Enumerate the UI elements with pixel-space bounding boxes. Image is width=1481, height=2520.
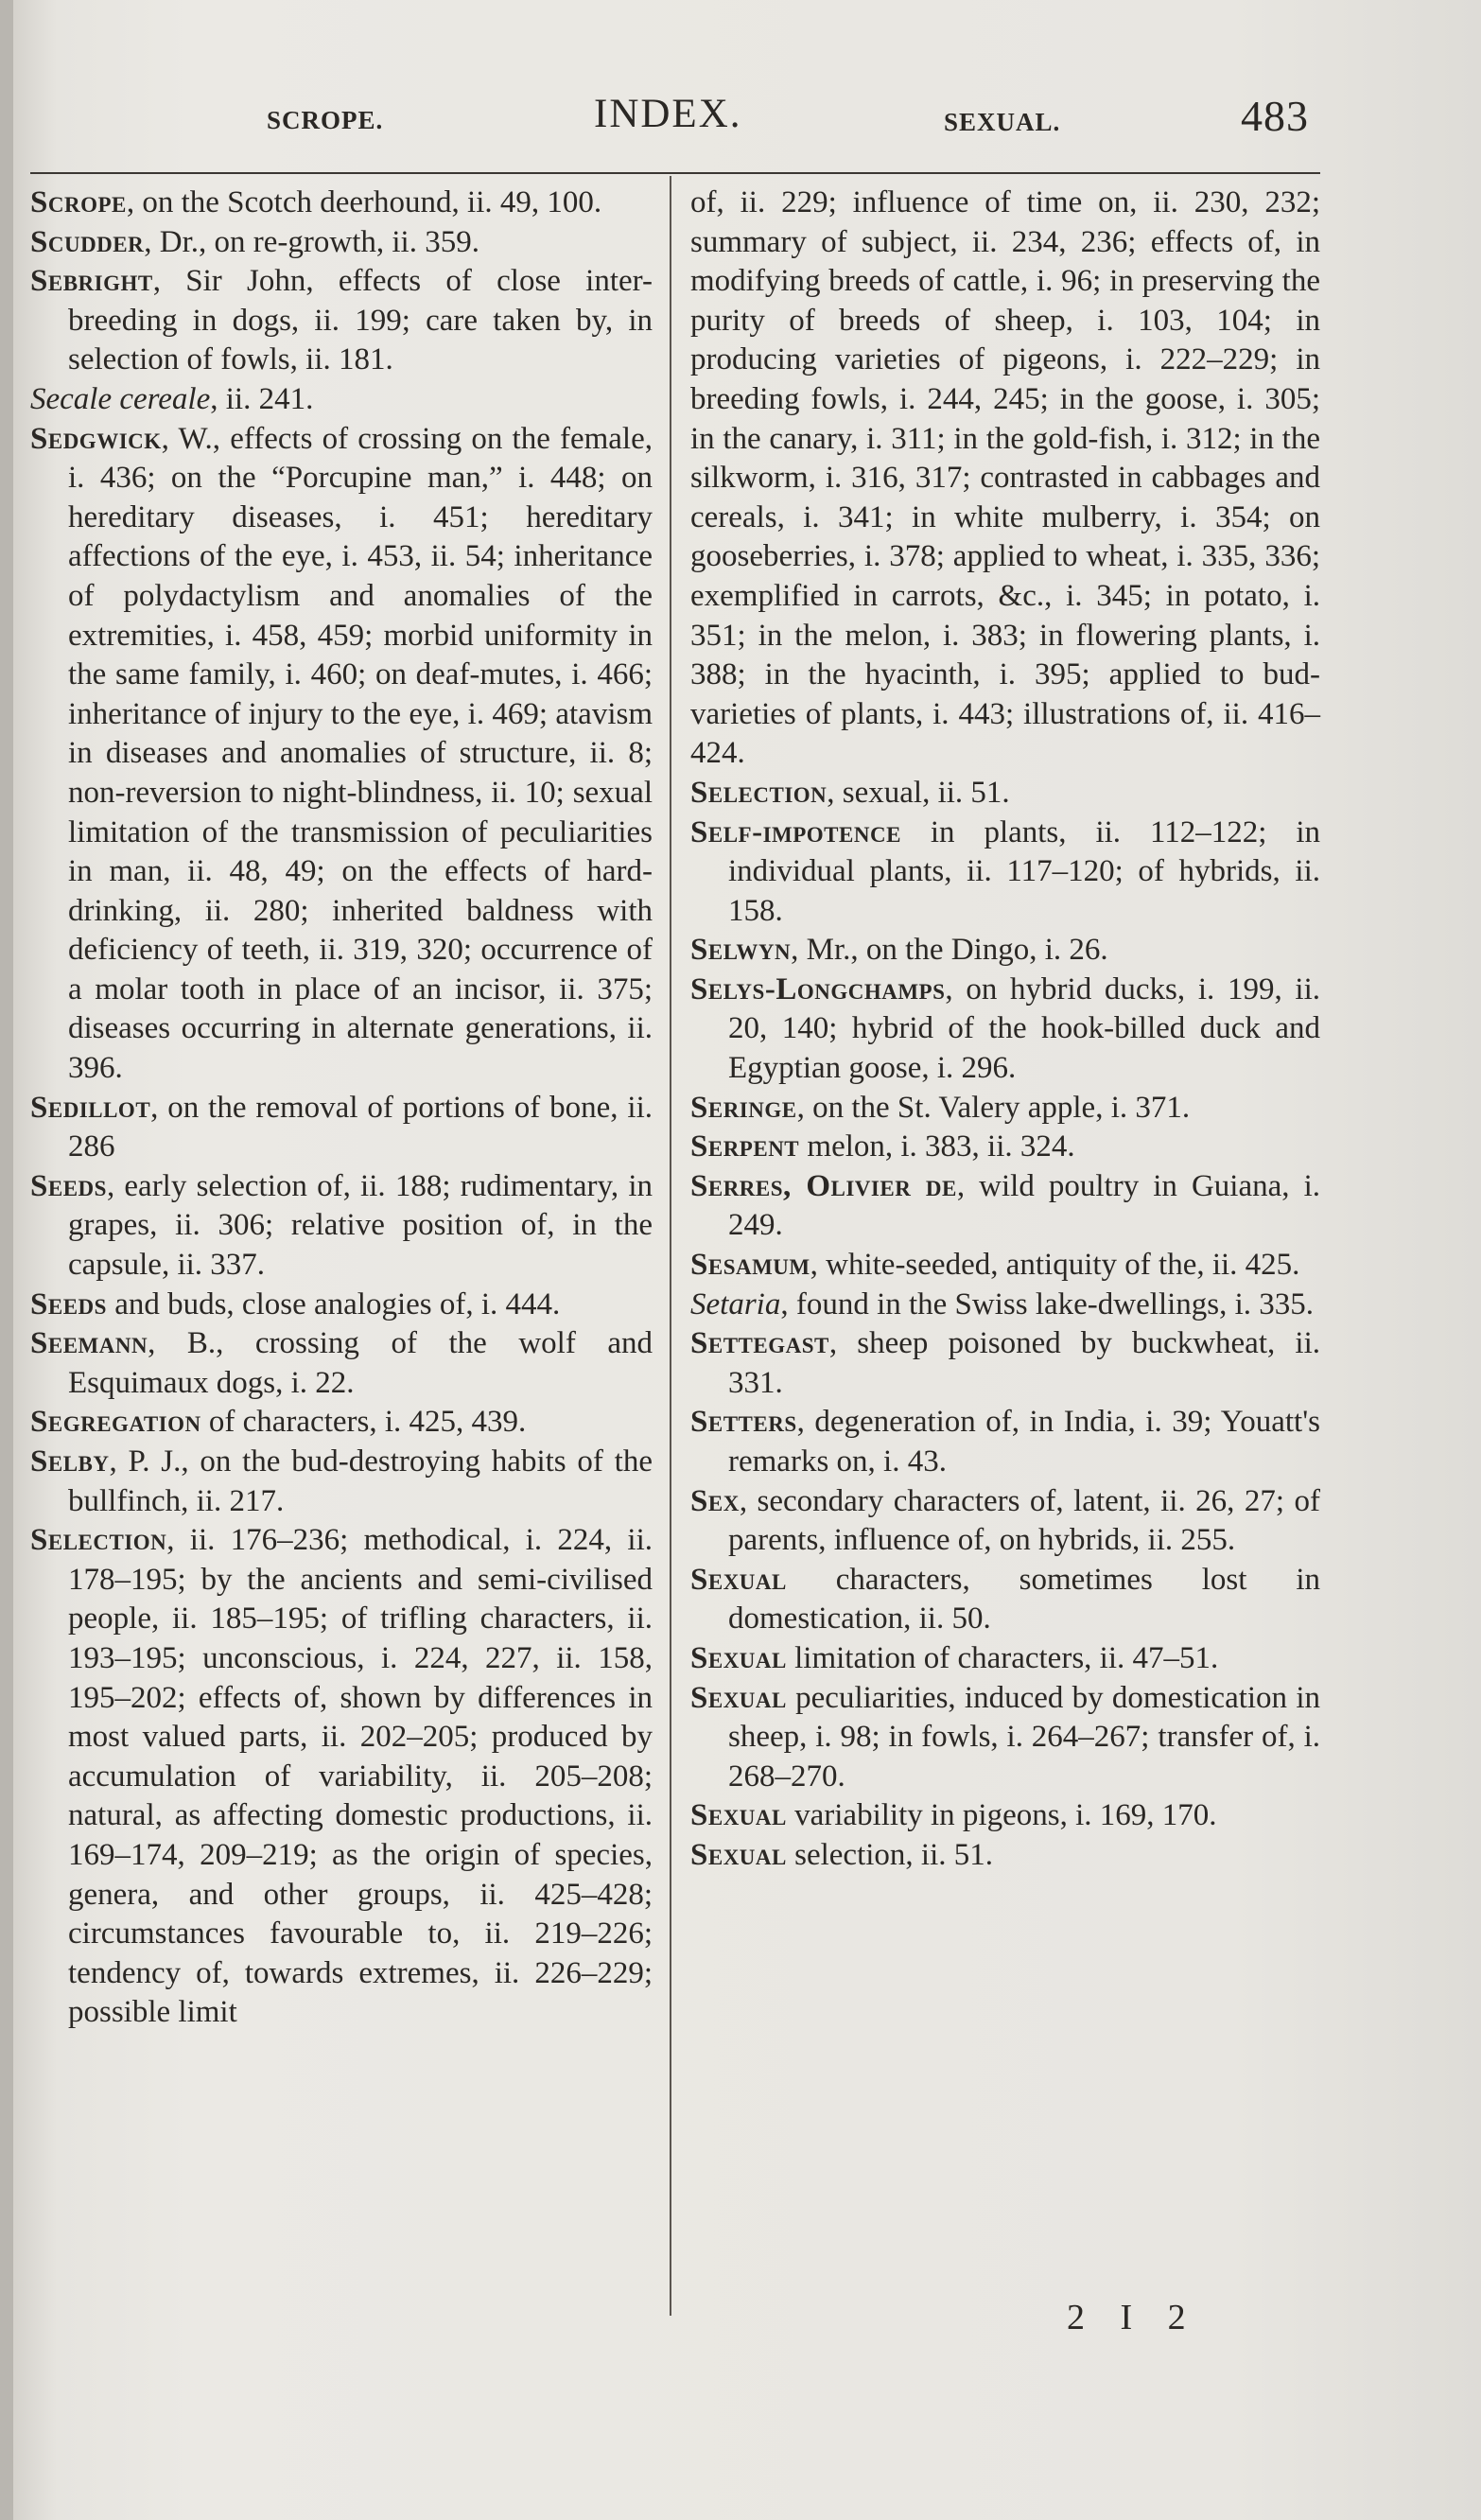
entry-text: , wild poultry in Guiana, i. 249. [728, 1168, 1320, 1243]
entry-headword: Serres, Olivier de [690, 1168, 957, 1203]
entry-text: , on hybrid ducks, i. 199, ii. 20, 140; hybrid of the hook-billed duck and Egyptian goose, i. 296. [728, 971, 1320, 1086]
entry-text: , white-seeded, antiquity of the, ii. 425. [810, 1248, 1300, 1283]
index-entry [690, 1324, 1320, 1403]
signature-mark: 2 I 2 [1067, 2298, 1199, 2337]
index-entry [30, 1443, 653, 1521]
entry-headword: Sex [690, 1483, 740, 1518]
left-running-head: SCROPE. [267, 106, 384, 134]
index-column-right [690, 184, 1320, 1876]
entry-headword: Sexual [690, 1680, 787, 1715]
index-entry [690, 1403, 1320, 1481]
page-title: INDEX. [594, 92, 742, 136]
entry-headword: Seeds [30, 1168, 107, 1203]
entry-text: and buds, close analogies of, i. 444. [106, 1286, 561, 1321]
index-entry [30, 1167, 653, 1286]
entry-headword: Sexual [690, 1562, 787, 1597]
index-entry [690, 1639, 1320, 1679]
index-entry [690, 1246, 1320, 1286]
entry-text: , sexual, ii. 51. [827, 775, 1010, 810]
entry-headword: Sexual [690, 1798, 787, 1833]
index-entry [30, 420, 653, 1089]
index-entry [690, 971, 1320, 1089]
index-entry [690, 1679, 1320, 1797]
entry-headword: Selby [30, 1444, 110, 1479]
entry-text: , ii. 176–236; methodical, i. 224, ii. 178–195; by the ancients and semi-civilised people, ii. 185–195; of trifling characters, ii. 193–195; unconscious, i. 224, 227, ii. 158, 195–202; effects of, shown by differences in most valued parts, ii. 202–205; produced by accumulation of variability, ii. 205–208; natural, as affecting domestic productions, ii. 169–174, 209–219; as the origin of species, genera, and other groups, ii. 425–428; circumstances favourable to, ii. 219–226; tendency of, towards extremes, ii. 226–229; possible limit [68, 1523, 653, 2030]
entry-headword: Selys-Longchamps [690, 971, 946, 1006]
index-entry [30, 223, 653, 263]
entry-text: of characters, i. 425, 439. [200, 1405, 527, 1440]
entry-text: , on the St. Valery apple, i. 371. [796, 1090, 1191, 1125]
index-entry [30, 1521, 653, 2033]
entry-headword: Scudder [30, 224, 145, 259]
index-entry [690, 814, 1320, 932]
running-header [0, 85, 1481, 161]
entry-text: selection, ii. 51. [786, 1837, 994, 1872]
entry-text: variability in pigeons, i. 169, 170. [786, 1798, 1217, 1833]
column-divider [670, 176, 671, 2316]
index-entry [690, 1482, 1320, 1561]
header-rule [30, 172, 1320, 174]
entry-text: of, ii. 229; influence of time on, ii. 230, 232; summary of subject, ii. 234, 236; effects of, in modifying breeds of cattle, i. 96; in preserving the purity of breeds of sheep, i. 103, 104; in producing varieties of pigeons, i. 222–229; in breeding fowls, i. 244, 245; in the goose, i. 305; in the canary, i. 311; in the gold-fish, i. 312; in the silkworm, i. 316, 317; contrasted in cabbages and cereals, i. 341; in white mulberry, i. 354; on gooseberries, i. 378; applied to wheat, i. 335, 336; exemplified in carrots, &c., i. 345; in potato, i. 351; in the melon, i. 383; in flowering plants, i. 388; in the hyacinth, i. 395; applied to bud-varieties of plants, i. 443; illustrations of, ii. 416–424. [690, 185, 1320, 771]
index-entry [690, 1167, 1320, 1246]
entry-headword: Scrope [30, 185, 127, 219]
entry-headword: Seemann [30, 1326, 148, 1361]
index-entry [690, 1796, 1320, 1836]
index-entry [690, 184, 1320, 774]
entry-headword: Sebright [30, 264, 153, 299]
index-entry [690, 774, 1320, 814]
entry-text: , sheep poisoned by buckwheat, ii. 331. [728, 1326, 1320, 1400]
index-entry [690, 1561, 1320, 1639]
entry-text: characters, sometimes lost in domestication, ii. 50. [728, 1562, 1320, 1636]
entry-text: , on the Scotch deerhound, ii. 49, 100. [126, 185, 602, 219]
index-column-left [30, 184, 653, 2033]
entry-headword: Sedillot [30, 1090, 151, 1125]
entry-headword: Setters [690, 1405, 797, 1440]
right-running-head: SEXUAL. [944, 108, 1061, 136]
entry-text: , secondary characters of, latent, ii. 26, 27; of parents, influence of, on hybrids, ii. 255. [728, 1483, 1320, 1558]
entry-headword: Sedgwick [30, 421, 162, 456]
index-entry [30, 262, 653, 380]
index-entry [30, 184, 653, 223]
index-entry [690, 1089, 1320, 1129]
page-number: 483 [1241, 92, 1309, 140]
entry-text: peculiarities, induced by domestication in sheep, i. 98; in fowls, i. 264–267; transfer of, i. 268–270. [728, 1680, 1320, 1794]
entry-headword: Self-impotence [690, 814, 901, 849]
entry-headword: Secale cereale [30, 381, 211, 416]
entry-headword: Seringe [690, 1090, 797, 1125]
entry-headword: Sesamum [690, 1248, 810, 1283]
entry-headword: Sexual [690, 1640, 787, 1675]
index-entry [690, 1836, 1320, 1876]
entry-headword: Settegast [690, 1326, 829, 1361]
entry-text: , Dr., on re-growth, ii. 359. [144, 224, 479, 259]
entry-text: , B., crossing of the wolf and Esquimaux dogs, i. 22. [68, 1326, 653, 1400]
entry-headword: Selection [30, 1523, 167, 1558]
page-gutter [0, 0, 13, 2520]
entry-headword: Selection [690, 775, 828, 810]
entry-text: , on the removal of portions of bone, ii. 286 [68, 1090, 653, 1164]
entry-headword: Setaria [690, 1286, 781, 1321]
index-entry [30, 1089, 653, 1167]
index-entry [30, 380, 653, 420]
entry-text: , found in the Swiss lake-dwellings, i. 335. [780, 1286, 1315, 1321]
entry-headword: Selwyn [690, 933, 792, 968]
entry-text: limitation of characters, ii. 47–51. [786, 1640, 1219, 1675]
index-entry [690, 1128, 1320, 1167]
index-entry [690, 931, 1320, 971]
index-entry [690, 1286, 1320, 1325]
entry-text: melon, i. 383, ii. 324. [799, 1129, 1075, 1164]
entry-text: , degeneration of, in India, i. 39; Youatt's remarks on, i. 43. [728, 1405, 1320, 1479]
entry-headword: Sexual [690, 1837, 787, 1872]
entry-text: , Mr., on the Dingo, i. 26. [791, 933, 1108, 968]
index-entry [30, 1403, 653, 1443]
entry-headword: Segregation [30, 1405, 201, 1440]
entry-headword: Serpent [690, 1129, 800, 1164]
index-entry [30, 1324, 653, 1403]
index-entry [30, 1286, 653, 1325]
entry-text: , Sir John, effects of close inter-breeding in dogs, ii. 199; care taken by, in selection of fowls, ii. 181. [68, 264, 653, 377]
entry-headword: Seeds [30, 1286, 107, 1321]
entry-text: in plants, ii. 112–122; in individual plants, ii. 117–120; of hybrids, ii. 158. [728, 814, 1320, 928]
entry-text: , early selection of, ii. 188; rudimentary, in grapes, ii. 306; relative position of, in the capsule, ii. 337. [68, 1168, 653, 1283]
entry-text: , W., effects of crossing on the female, i. 436; on the “Porcupine man,” i. 448; on hereditary diseases, i. 451; hereditary affections of the eye, i. 453, ii. 54; inheritance of polydactylism and anomalies of the extremities, i. 458, 459; morbid uniformity in the same family, i. 460; on deaf-mutes, i. 466; inheritance of injury to the eye, i. 469; atavism in diseases and anomalies of structure, ii. 8; non-reversion to night-blindness, ii. 10; sexual limitation of the transmission of peculiarities in man, ii. 48, 49; on the effects of hard-drinking, ii. 280; inherited baldness with deficiency of teeth, ii. 319, 320; occurrence of a molar tooth in place of an incisor, ii. 375; diseases occurring in alternate generations, ii. 396. [68, 421, 653, 1086]
entry-text: , P. J., on the bud-destroying habits of the bullfinch, ii. 217. [68, 1444, 653, 1518]
entry-text: , ii. 241. [210, 381, 314, 416]
